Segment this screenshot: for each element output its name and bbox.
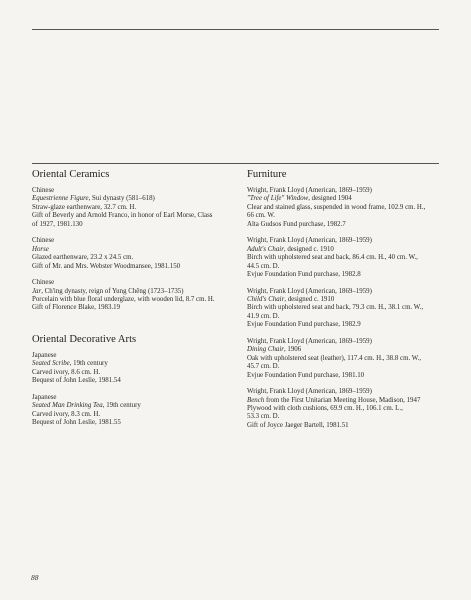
entry-title-date: Seated Man Drinking Tea, 19th century bbox=[32, 402, 141, 410]
section-divider-rule bbox=[32, 163, 439, 164]
entry-medium: Carved ivory, 8.6 cm. H. bbox=[32, 368, 101, 376]
entry-credit: Bequest of John Leslie, 1981.54 bbox=[32, 377, 121, 385]
entry-credit: Gift of Beverly and Arnold Franco, in honor of Earl Morse, Class bbox=[32, 212, 213, 220]
catalog-entry bbox=[32, 279, 218, 313]
entry-origin: Chinese bbox=[32, 279, 55, 287]
catalog-entry bbox=[32, 187, 218, 229]
entry-title-date: Child's Chair, designed c. 1910 bbox=[247, 295, 335, 303]
entry-title-date: Seated Scribe, 19th century bbox=[32, 360, 108, 368]
entry-title-date: Dining Chair, 1906 bbox=[247, 346, 302, 354]
left-column bbox=[32, 168, 218, 436]
entry-origin: Japanese bbox=[32, 351, 57, 359]
section-title-furniture: Furniture bbox=[247, 169, 287, 180]
section-title-oriental-decorative-arts: Oriental Decorative Arts bbox=[32, 333, 137, 345]
entry-medium: Carved ivory, 8.3 cm. H. bbox=[32, 410, 101, 418]
catalog-entry bbox=[32, 352, 218, 386]
entry-title: Horse bbox=[32, 245, 49, 253]
entry-credit: Alta Gudsos Fund purchase, 1982.7 bbox=[247, 220, 346, 228]
entry-medium: Glazed earthenware, 23.2 x 24.5 cm. bbox=[32, 254, 134, 262]
entry-title: Dining Chair bbox=[247, 346, 284, 354]
entry-dimensions-cont: 53.3 cm. D. bbox=[247, 413, 280, 421]
top-rule bbox=[32, 29, 439, 30]
entry-title-date: Adult's Chair, designed c. 1910 bbox=[247, 245, 334, 253]
entry-credit: Evjue Foundation Fund purchase, 1982.9 bbox=[247, 321, 361, 329]
entry-origin: Chinese bbox=[32, 237, 55, 245]
entry-origin: Chinese bbox=[32, 187, 55, 194]
entry-credit: Gift of Mr. and Mrs. Webster Woodmansee, 1981.150 bbox=[32, 262, 181, 270]
entry-medium: Oak with upholstered seat (leather), 117.4 cm. H., 38.8 cm. W., bbox=[247, 354, 422, 362]
entry-credit: Evjue Foundation Fund purchase, 1981.10 bbox=[247, 371, 365, 379]
entry-artist: Wright, Frank Lloyd (American, 1869–1959) bbox=[247, 187, 372, 194]
entry-medium: Birch with upholstered seat and back, 79.3 cm. H., 38.1 cm. W., bbox=[247, 304, 424, 312]
entry-dimensions-cont: 44.5 cm. D. bbox=[247, 262, 280, 270]
entry-title: Adult's Chair bbox=[247, 245, 284, 253]
entry-credit: Gift of Florence Blake, 1983.19 bbox=[32, 304, 121, 312]
catalog-entry bbox=[32, 394, 218, 428]
page-number: 88 bbox=[31, 573, 39, 582]
entry-title-date: Bench from the First Unitarian Meeting House, Madison, 1947 bbox=[247, 396, 421, 404]
entry-medium: Plywood with cloth cushions, 69.9 cm. H., 106.1 cm. L., bbox=[247, 404, 403, 412]
right-column bbox=[247, 168, 439, 438]
entry-credit: Evjue Foundation Fund purchase, 1982.8 bbox=[247, 271, 361, 279]
catalog-entry bbox=[247, 388, 439, 430]
entry-medium: Birch with upholstered seat and back, 86.4 cm. H., 40 cm. W., bbox=[247, 254, 418, 262]
entry-credit: Bequest of John Leslie, 1981.55 bbox=[32, 419, 121, 427]
catalog-entry bbox=[32, 237, 218, 271]
entry-artist: Wright, Frank Lloyd (American, 1869–1959) bbox=[247, 237, 372, 245]
entry-title-date: Equestrienne Figure, Sui dynasty (581–618) bbox=[32, 195, 155, 203]
entry-title: Equestrienne Figure bbox=[32, 195, 89, 203]
entry-credit-cont: of 1927, 1981.130 bbox=[32, 220, 83, 228]
entry-title-date: Jar, Ch'ing dynasty, reign of Yung Chêng (1723–1735) bbox=[32, 287, 184, 295]
entry-medium: Clear and stained glass, suspended in wood frame, 102.9 cm. H., bbox=[247, 203, 426, 211]
entry-dimensions-cont: 45.7 cm. D. bbox=[247, 363, 280, 371]
entry-artist: Wright, Frank Lloyd (American, 1869–1959) bbox=[247, 388, 372, 396]
entry-title: Seated Man Drinking Tea bbox=[32, 402, 103, 410]
entry-medium: Straw-glaze earthenware, 32.7 cm. H. bbox=[32, 203, 137, 211]
entry-origin: Japanese bbox=[32, 393, 57, 401]
catalog-entry bbox=[247, 288, 439, 330]
entry-title: Bench bbox=[247, 396, 265, 404]
entry-title: Jar bbox=[32, 287, 42, 295]
entry-dimensions-cont: 66 cm. W. bbox=[247, 212, 275, 220]
catalog-entry bbox=[247, 237, 439, 279]
entry-artist: Wright, Frank Lloyd (American, 1869–1959) bbox=[247, 337, 372, 345]
catalog-entry bbox=[247, 187, 439, 229]
entry-medium: Porcelain with blue floral underglaze, with wooden lid, 8.7 cm. H. bbox=[32, 295, 215, 303]
entry-title-date: "Tree of Life" Window, designed 1904 bbox=[247, 195, 352, 203]
section-title-oriental-ceramics: Oriental Ceramics bbox=[32, 169, 110, 180]
entry-title: "Tree of Life" Window bbox=[247, 195, 309, 203]
entry-artist: Wright, Frank Lloyd (American, 1869–1959) bbox=[247, 287, 372, 295]
entry-dimensions-cont: 41.9 cm. D. bbox=[247, 312, 280, 320]
catalog-entry bbox=[247, 338, 439, 380]
entry-title: Child's Chair bbox=[247, 295, 285, 303]
entry-credit: Gift of Joyce Jaeger Bartell, 1981.51 bbox=[247, 421, 349, 429]
entry-title: Seated Scribe bbox=[32, 360, 70, 368]
